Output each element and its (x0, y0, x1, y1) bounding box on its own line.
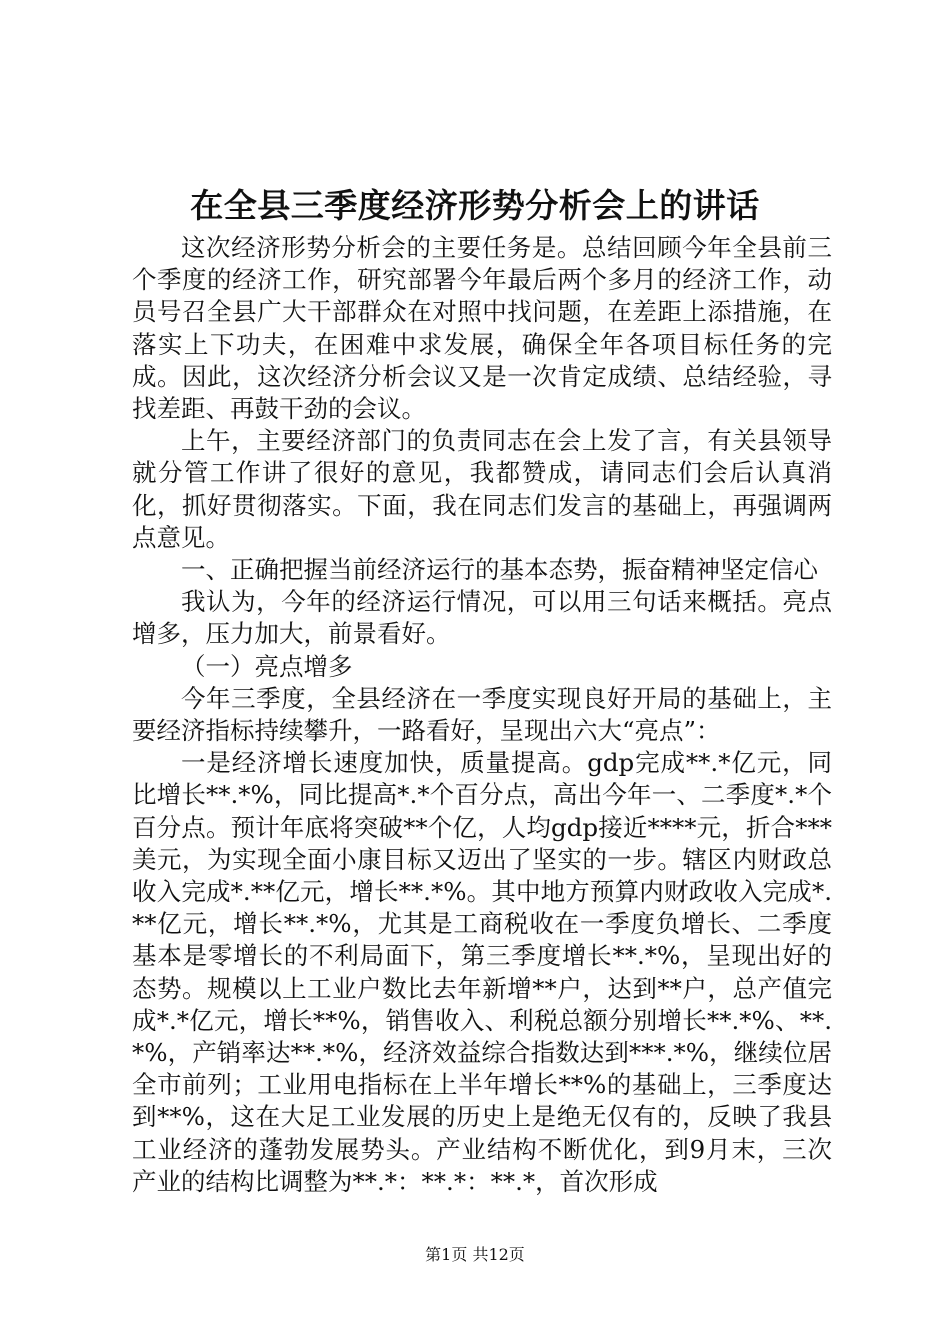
paragraph: 今年三季度，全县经济在一季度实现良好开局的基础上，主要经济指标持续攀升，一路看好，呈现出六大“亮点”： (132, 683, 832, 746)
subsection-heading: （一）亮点增多 (181, 651, 353, 681)
section-heading: 一、正确把握当前经济运行的基本态势，振奋精神坚定信心 (181, 555, 818, 585)
page-number-footer: 第1页 共12页 (425, 1245, 525, 1264)
paragraph: 这次经济形势分析会的主要任务是。总结回顾今年全县前三个季度的经济工作，研究部署今年最后两个多月的经济工作，动员号召全县广大干部群众在对照中找问题，在差距上添措施，在落实上下功夫，在困难中求发展，确保全年各项目标任务的完成。因此，这次经济分析会议又是一次肯定成绩、总结经验，寻找差距、再鼓干劲的会议。 (132, 233, 832, 424)
document-body (132, 232, 832, 1198)
document-title: 在全县三季度经济形势分析会上的讲话 (190, 186, 760, 225)
paragraph: 上午，主要经济部门的负责同志在会上发了言，有关县领导就分管工作讲了很好的意见，我都赞成，请同志们会后认真消化，抓好贯彻落实。下面，我在同志们发言的基础上，再强调两点意见。 (132, 426, 832, 552)
paragraph: 我认为，今年的经济运行情况，可以用三句话来概括。亮点增多，压力加大，前景看好。 (132, 587, 832, 649)
paragraph: 一是经济增长速度加快，质量提高。gdp完成**.*亿元，同比增长**.*%，同比提高*.*个百分点，高出今年一、二季度*.*个百分点。预计年底将突破**个亿，人均gdp接近****元，折合***美元，为实现全面小康目标又迈出了坚实的一步。辖区内财政总收入完成*.**亿元，增长**.*%。其中地方预算内财政收入完成*.**亿元，增长**.*%，尤其是工商税收在一季度负增长、二季度基本是零增长的不利局面下，第三季度增长**.*%，呈现出好的态势。规模以上工业户数比去年新增**户，达到**户，总产值完成*.*亿元，增长**%，销售收入、利税总额分别增长**.*%、**.*%，产销率达**.*%，经济效益综合指数达到***.*%，继续位居全市前列；工业用电指标在上半年增长**%的基础上，三季度达到**%，这在大足工业发展的历史上是绝无仅有的，反映了我县工业经济的蓬勃发展势头。产业结构不断优化，到9月末，三次产业的结构比调整为**.*：**.*：**.*，首次形成 (132, 748, 832, 1196)
